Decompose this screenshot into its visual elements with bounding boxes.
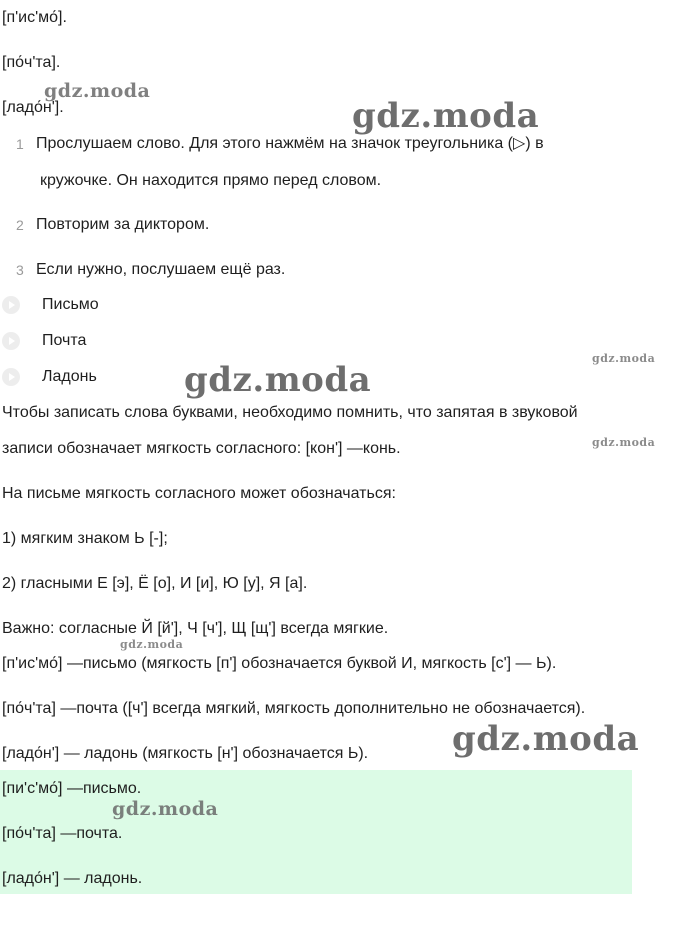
watermark: gdz.moda	[44, 80, 151, 102]
step-number-2: 2	[16, 217, 24, 233]
answer-line-1: [пи'с'мо́] —письмо.	[2, 780, 142, 797]
step-3-text: Если нужно, послушаем ещё раз.	[36, 261, 286, 278]
step-1-text: Прослушаем слово. Для этого нажмём на значок треугольника (▷) в	[36, 135, 544, 152]
step-1-text-cont: кружочке. Он находится прямо перед словом.	[40, 172, 382, 189]
watermark: gdz.moda	[352, 96, 540, 136]
play-icon[interactable]	[2, 296, 20, 314]
watermark: gdz.moda	[120, 638, 184, 651]
explanation-item-1: 1) мягким знаком Ь [-];	[2, 530, 168, 547]
explanation-important: Важно: согласные Й [й'], Ч [ч'], Щ [щ'] всегда мягкие.	[2, 620, 389, 637]
transcription-pismo: [п'ис'мо́].	[2, 9, 67, 26]
explanation-item-2: 2) гласными Е [э], Ё [о], И [и], Ю [у], Я [а].	[2, 575, 308, 592]
transcription-pochta: [по́ч'та].	[2, 54, 61, 71]
step-number-3: 3	[16, 262, 24, 278]
watermark: gdz.moda	[592, 352, 656, 365]
answer-line-2: [по́ч'та] —почта.	[2, 825, 123, 842]
watermark: gdz.moda	[452, 719, 640, 759]
watermark: gdz.moda	[592, 436, 656, 449]
step-2-text: Повторим за диктором.	[36, 216, 210, 233]
play-icon[interactable]	[2, 332, 20, 350]
watermark: gdz.moda	[112, 798, 219, 820]
audio-word: Почта	[42, 332, 87, 349]
explanation-example-1: [п'ис'мо́] —письмо (мягкость [п'] обозначается буквой И, мягкость [с'] — Ь).	[2, 655, 557, 672]
transcription-ladon: [ладо́н'].	[2, 99, 64, 116]
watermark: gdz.moda	[184, 360, 372, 400]
explanation-para1-cont: записи обозначает мягкость согласного: [кон'] —конь.	[2, 440, 401, 457]
step-number-1: 1	[16, 136, 24, 152]
explanation-example-2: [по́ч'та] —почта ([ч'] всегда мягкий, мягкость дополнительно не обозначается).	[2, 700, 586, 717]
audio-word: Ладонь	[42, 368, 97, 385]
explanation-para1: Чтобы записать слова буквами, необходимо помнить, что запятая в звуковой	[2, 404, 578, 421]
explanation-para2: На письме мягкость согласного может обозначаться:	[2, 485, 396, 502]
play-icon[interactable]	[2, 368, 20, 386]
explanation-example-3: [ладо́н'] — ладонь (мягкость [н'] обозначается Ь).	[2, 745, 369, 762]
answer-line-3: [ладо́н'] — ладонь.	[2, 870, 143, 887]
audio-word: Письмо	[42, 296, 99, 313]
